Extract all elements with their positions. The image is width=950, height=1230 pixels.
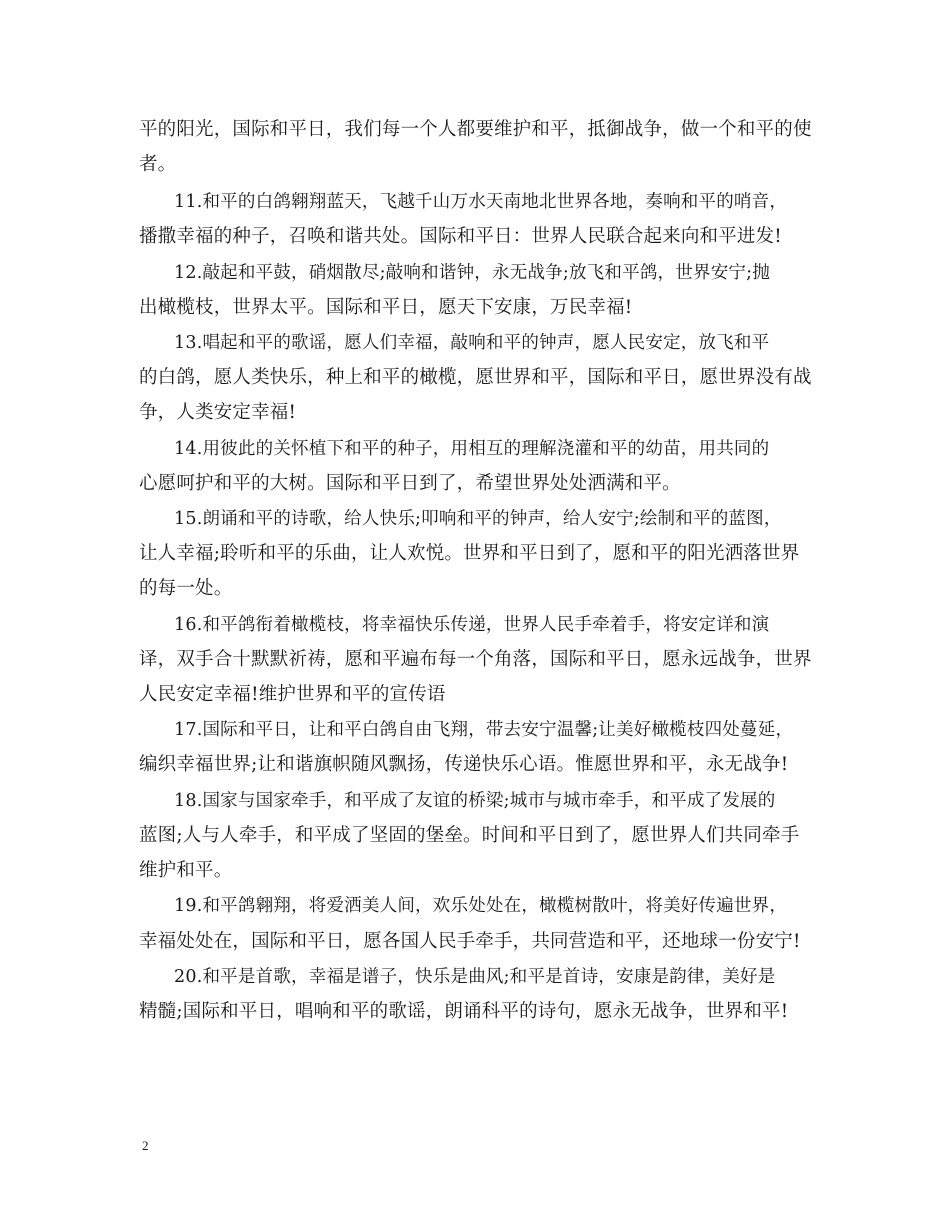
text-line: 的白鸽，愿人类快乐，种上和平的橄榄，愿世界和平，国际和平日，愿世界没有战 <box>139 367 812 388</box>
text-line: 14.用彼此的关怀植下和平的种子，用相互的理解浇灌和平的幼苗，用共同的 <box>174 439 770 459</box>
text-line: 13.唱起和平的歌谣，愿人们幸福，敲响和平的钟声，愿人民安定，放飞和平 <box>174 333 770 353</box>
text-line: 蓝图;人与人牵手，和平成了坚固的堡垒。时间和平日到了，愿世界人们共同牵手 <box>139 825 800 846</box>
text-line: 维护和平。 <box>139 860 233 881</box>
text-line: 译，双手合十默默祈祷，愿和平遍布每一个角落，国际和平日，愿永远战争，世界 <box>139 649 812 670</box>
text-line: 者。 <box>139 154 177 175</box>
text-line: 15.朗诵和平的诗歌，给人快乐;叩响和平的钟声，给人安宁;绘制和平的蓝图， <box>174 509 782 529</box>
text-line: 16.和平鸽衔着橄榄枝，将幸福快乐传递，世界人民手牵着手，将安定详和演 <box>174 615 770 635</box>
text-line: 让人幸福;聆听和平的乐曲，让人欢悦。世界和平日到了，愿和平的阳光洒落世界 <box>139 543 800 564</box>
text-line: 心愿呵护和平的大树。国际和平日到了，希望世界处处洒满和平。 <box>139 473 681 494</box>
text-line: 19.和平鸽翱翔，将爱洒美人间，欢乐处处在，橄榄树散叶，将美好传遍世界， <box>174 896 788 916</box>
text-line: 播撒幸福的种子，召唤和谐共处。国际和平日：世界人民联合起来向和平进发! <box>139 226 782 247</box>
text-line: 人民安定幸福!维护世界和平的宣传语 <box>139 684 446 705</box>
text-line: 精髓;国际和平日，唱响和平的歌谣，朗诵科平的诗句，愿永无战争，世界和平! <box>139 1001 789 1022</box>
text-line: 平的阳光，国际和平日，我们每一个人都要维护和平，抵御战争，做一个和平的使 <box>139 119 812 140</box>
page-number: 2 <box>142 1138 149 1153</box>
text-line: 17.国际和平日，让和平白鸽自由飞翔，带去安宁温馨;让美好橄榄枝四处蔓延， <box>174 720 794 740</box>
text-line: 出橄榄枝，世界太平。国际和平日，愿天下安康，万民幸福! <box>139 297 633 318</box>
text-line: 争，人类安定幸福! <box>139 402 297 423</box>
text-line: 的每一处。 <box>139 578 233 599</box>
text-line: 12.敲起和平鼓，硝烟散尽;敲响和谐钟，永无战争;放飞和平鸽，世界安宁;抛 <box>174 263 770 283</box>
text-line: 20.和平是首歌，幸福是谱子，快乐是曲风;和平是首诗，安康是韵律，美好是 <box>174 967 776 987</box>
text-line: 编织幸福世界;让和谐旗帜随风飘扬，传递快乐心语。惟愿世界和平，永无战争! <box>139 754 789 775</box>
text-line: 幸福处处在，国际和平日，愿各国人民手牵手，共同营造和平，还地球一份安宁! <box>139 931 801 952</box>
text-line: 18.国家与国家牵手，和平成了友谊的桥梁;城市与城市牵手，和平成了发展的 <box>174 791 776 811</box>
text-line: 11.和平的白鸽翱翔蓝天，飞越千山万水天南地北世界各地，奏响和平的哨音， <box>174 192 788 212</box>
